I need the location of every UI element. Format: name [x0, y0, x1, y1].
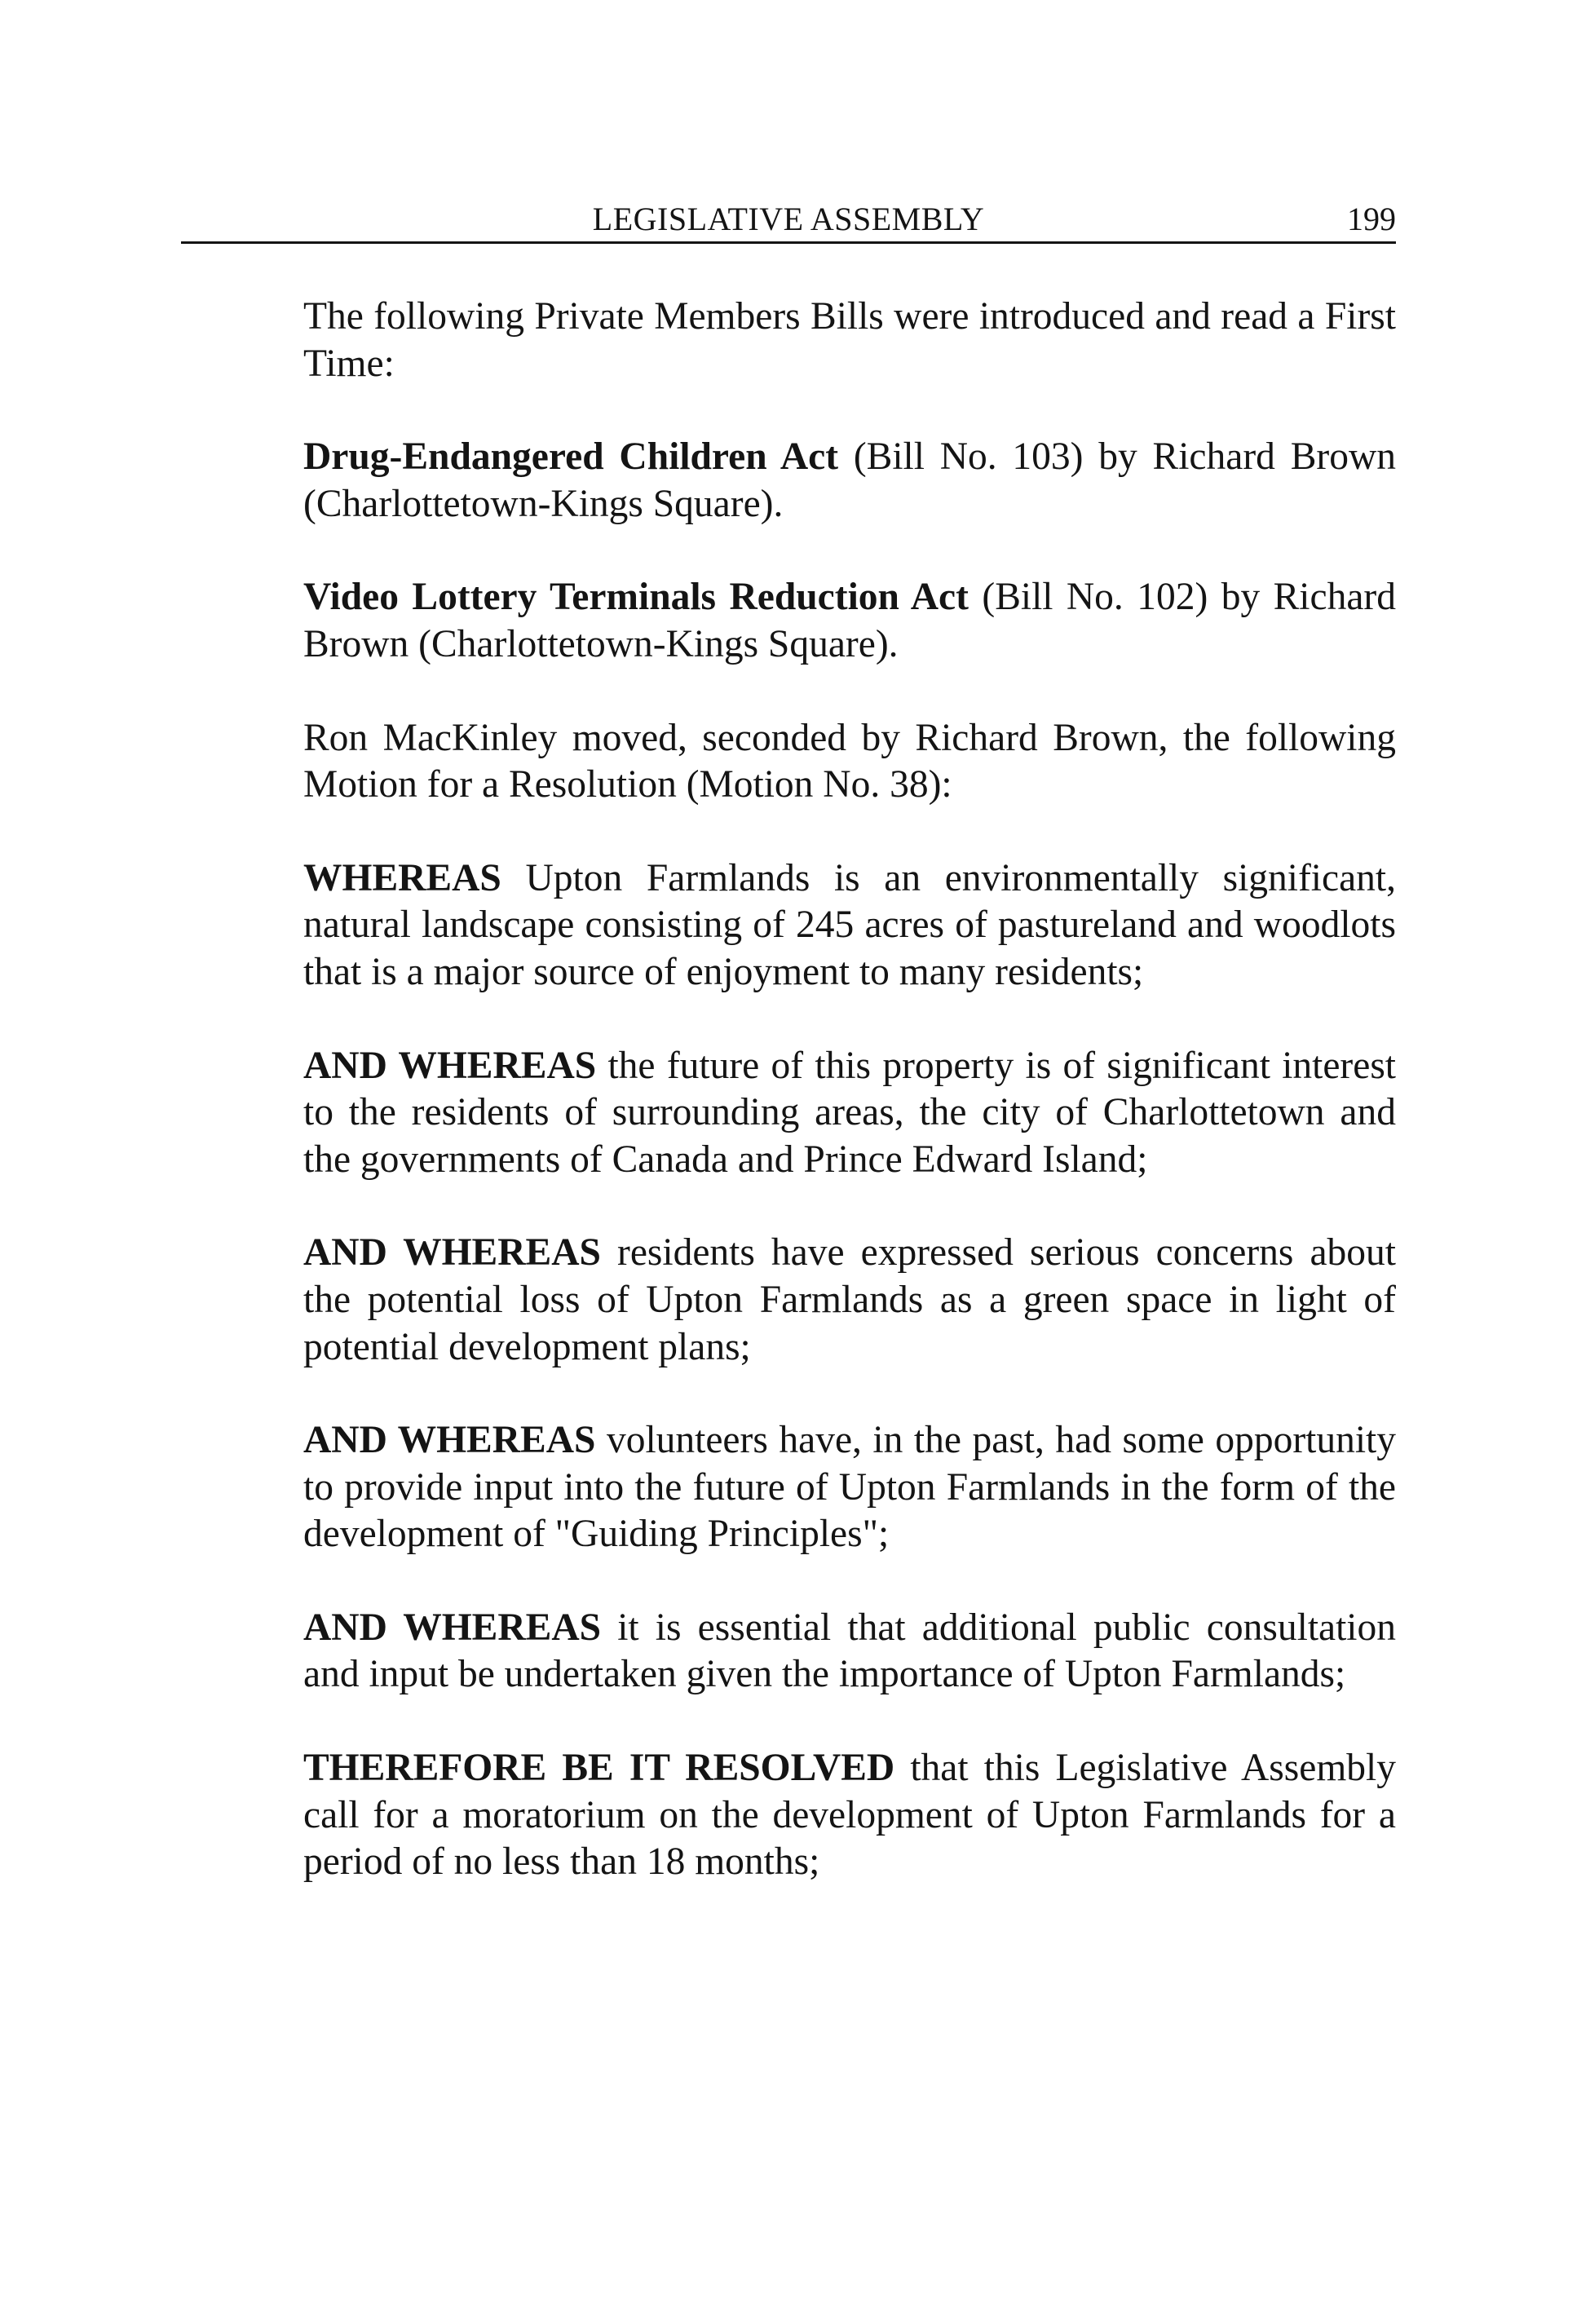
whereas-paragraph-3: [303, 1230, 1396, 1371]
bill-102-text: (Bill No. 102) by Richard Brown (Charlottetown-Kings Square).: [303, 576, 1396, 665]
whereas-text: volunteers have, in the past, had some opportunity to provide input into the future of Upton Farmlands in the form of the development of "Guiding Principles";: [303, 1419, 1396, 1556]
page-number: 199: [1347, 201, 1396, 237]
page-header: [181, 201, 1396, 244]
motion-intro-paragraph: Ron MacKinley moved, seconded by Richard Brown, the following Motion for a Resolution (Motion No. 38):: [303, 716, 1396, 806]
resolved-lead: THEREFORE BE IT RESOLVED: [303, 1747, 895, 1790]
whereas-lead: AND WHEREAS: [303, 1606, 602, 1649]
whereas-text: the future of this property is of significant interest to the residents of surrounding areas, the city of Charlottetown and the governments of Canada and Prince Edward Island;: [303, 1044, 1396, 1181]
whereas-paragraph-5: [303, 1605, 1396, 1699]
whereas-lead: AND WHEREAS: [303, 1231, 601, 1275]
bill-102-title: Video Lottery Terminals Reduction Act: [303, 576, 969, 619]
whereas-text: residents have expressed serious concerns about the potential loss of Upton Farmlands as a green space in light of potential development plans;: [303, 1231, 1396, 1368]
whereas-lead: AND WHEREAS: [303, 1419, 596, 1462]
bill-103-title: Drug-Endangered Children Act: [303, 435, 839, 479]
bills-intro-paragraph: The following Private Members Bills were introduced and read a First Time:: [303, 295, 1396, 385]
page-body: [303, 294, 1396, 1933]
whereas-text: Upton Farmlands is an environmentally significant, natural landscape consisting of 245 acres of pastureland and woodlots that is a major source of enjoyment to many residents;: [303, 856, 1396, 993]
whereas-text: it is essential that additional public consultation and input be undertaken given the importance of Upton Farmlands;: [303, 1606, 1396, 1696]
running-head: LEGISLATIVE ASSEMBLY: [592, 201, 985, 237]
resolved-paragraph: [303, 1745, 1396, 1886]
resolved-text: that this Legislative Assembly call for a moratorium on the development of Upton Farmlands for a period of no less than 18 months;: [303, 1747, 1396, 1884]
whereas-lead: WHEREAS: [303, 856, 501, 899]
bill-102-paragraph: [303, 574, 1396, 668]
whereas-lead: AND WHEREAS: [303, 1044, 597, 1087]
whereas-paragraph-1: [303, 855, 1396, 996]
whereas-paragraph-4: [303, 1417, 1396, 1558]
bill-103-paragraph: [303, 434, 1396, 528]
bill-103-text: (Bill No. 103) by Richard Brown (Charlottetown-Kings Square).: [303, 435, 1396, 525]
whereas-paragraph-2: [303, 1043, 1396, 1184]
